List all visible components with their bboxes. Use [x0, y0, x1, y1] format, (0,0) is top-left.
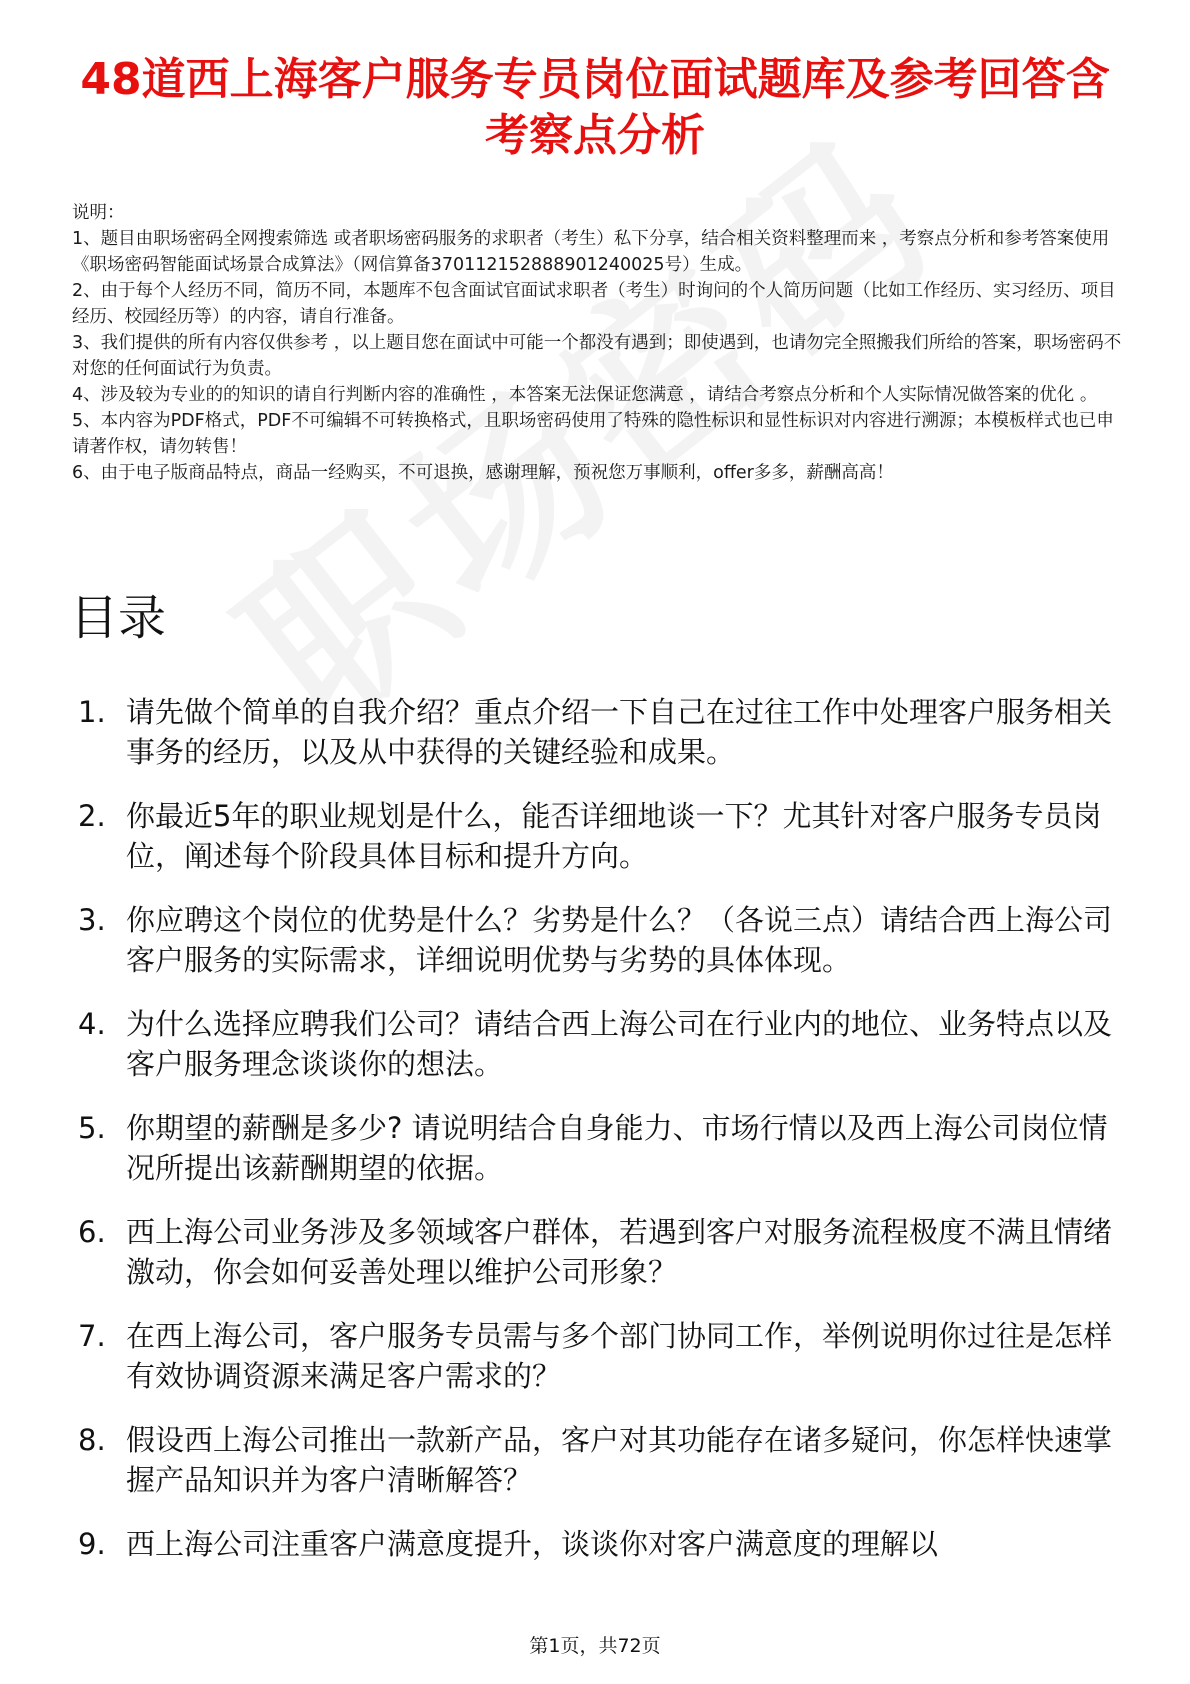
toc-item-number: 3.: [78, 903, 106, 937]
toc-item[interactable]: [78, 900, 1128, 980]
toc-item[interactable]: [78, 692, 1128, 772]
toc-heading: 目录: [70, 590, 167, 646]
toc-item-text: 请先做个简单的自我介绍？重点介绍一下自己在过往工作中处理客户服务相关事务的经历，以及从中获得的关键经验和成果。: [126, 695, 1113, 769]
toc-item-number: 8.: [78, 1423, 106, 1457]
toc-item[interactable]: [78, 1004, 1128, 1084]
toc-item[interactable]: [78, 1316, 1128, 1396]
page-footer: 第1页，共72页: [529, 1635, 661, 1657]
toc-item-number: 2.: [78, 799, 106, 833]
toc-item[interactable]: [78, 1212, 1128, 1292]
toc-item-text: 你期望的薪酬是多少? 请说明结合自身能力、市场行情以及西上海公司岗位情况所提出该薪酬期望的依据。: [126, 1111, 1108, 1185]
note-item: 1、题目由职场密码全网搜索筛选 或者职场密码服务的求职者（考生）私下分享，结合相关资料整理而来 ，考察点分析和参考答案使用《职场密码智能面试场景合成算法》（网信算备370112152888901240025号）生成。: [72, 229, 1110, 275]
toc-item-number: 5.: [78, 1111, 106, 1145]
toc-item-text: 西上海公司业务涉及多领域客户群体，若遇到客户对服务流程极度不满且情绪激动，你会如何妥善处理以维护公司形象？: [126, 1215, 1113, 1289]
toc-item-text: 你最近5年的职业规划是什么，能否详细地谈一下？尤其针对客户服务专员岗位，阐述每个阶段具体目标和提升方向。: [126, 799, 1102, 873]
note-item: 4、涉及较为专业的的知识的请自行判断内容的准确性 ，本答案无法保证您满意 ，请结合考察点分析和个人实际情况做答案的优化 。: [72, 385, 1098, 405]
note-item: 5、本内容为PDF格式，PDF不可编辑不可转换格式，且职场密码使用了特殊的隐性标识和显性标识对内容进行溯源；本模板样式也已申请著作权，请勿转售！: [72, 411, 1114, 457]
toc-item[interactable]: [78, 1420, 1128, 1500]
toc-item-number: 6.: [78, 1215, 106, 1249]
toc-item[interactable]: [78, 796, 1128, 876]
toc-item[interactable]: [78, 1108, 1128, 1188]
toc-item-number: 4.: [78, 1007, 106, 1041]
toc-item-text: 在西上海公司，客户服务专员需与多个部门协同工作，举例说明你过往是怎样有效协调资源来满足客户需求的？: [126, 1319, 1113, 1393]
toc-item-text: 假设西上海公司推出一款新产品，客户对其功能存在诸多疑问，你怎样快速掌握产品知识并为客户清晰解答？: [126, 1423, 1113, 1497]
toc-item-text: 为什么选择应聘我们公司？请结合西上海公司在行业内的地位、业务特点以及客户服务理念谈谈你的想法。: [126, 1007, 1113, 1081]
toc-item[interactable]: [78, 1524, 1128, 1564]
toc-list: [78, 692, 1128, 1588]
notes-section: [72, 200, 1122, 486]
document-title: 48道西上海客户服务专员岗位面试题库及参考回答含考察点分析: [80, 54, 1110, 161]
toc-item-number: 7.: [78, 1319, 106, 1353]
note-item: 6、由于电子版商品特点，商品一经购买，不可退换，感谢理解，预祝您万事顺利，offer多多，薪酬高高！: [72, 463, 894, 483]
toc-item-text: 西上海公司注重客户满意度提升，谈谈你对客户满意度的理解以: [126, 1527, 939, 1561]
toc-item-number: 9.: [78, 1527, 106, 1561]
note-item: 2、由于每个人经历不同，简历不同，本题库不包含面试官面试求职者（考生）时询问的个人简历问题（比如工作经历、实习经历、项目经历、校园经历等）的内容，请自行准备。: [72, 281, 1116, 327]
toc-item-number: 1.: [78, 695, 106, 729]
toc-item-text: 你应聘这个岗位的优势是什么？劣势是什么？（各说三点）请结合西上海公司客户服务的实际需求，详细说明优势与劣势的具体体现。: [126, 903, 1113, 977]
notes-heading: 说明：: [72, 203, 125, 223]
note-item: 3、我们提供的所有内容仅供参考 ，以上题目您在面试中可能一个都没有遇到；即使遇到，也请勿完全照搬我们所给的答案，职场密码不对您的任何面试行为负责。: [72, 333, 1122, 379]
